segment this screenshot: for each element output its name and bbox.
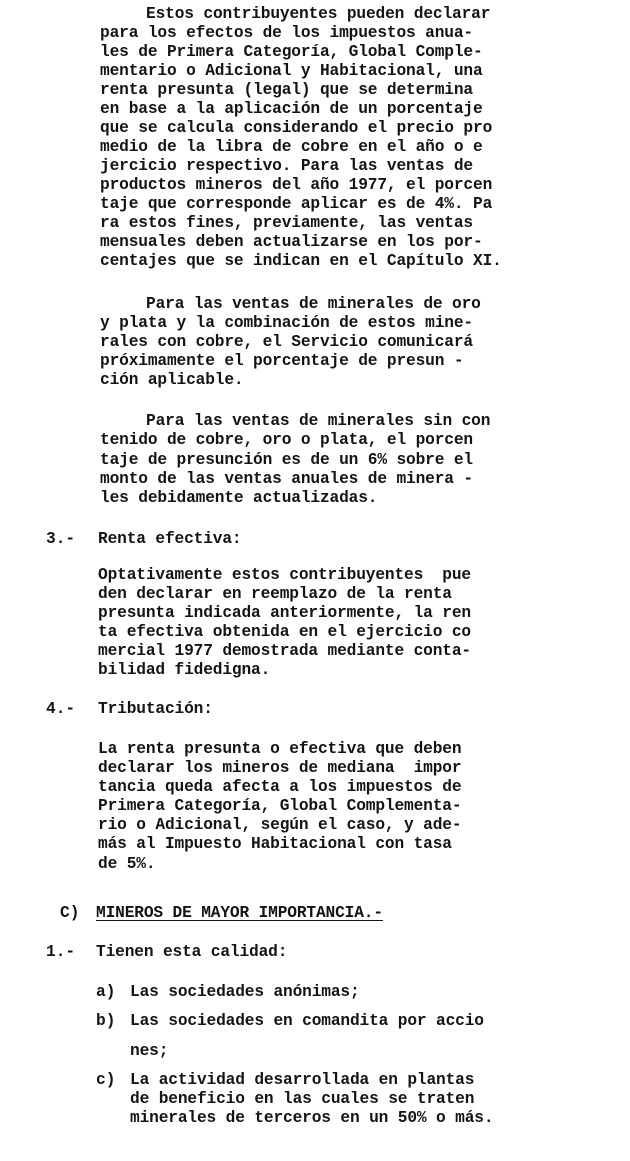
section-letter: C) <box>60 904 80 922</box>
para1-line: mentario o Adicional y Habitacional, una <box>100 62 483 80</box>
para1-line: jercicio respectivo. Para las ventas de <box>100 157 473 175</box>
item4-heading: Tributación: <box>98 700 213 718</box>
item4-line: de 5%. <box>98 855 156 873</box>
item4-line: más al Impuesto Habitacional con tasa <box>98 835 452 853</box>
item3-line: den declarar en reemplazo de la renta <box>98 585 452 603</box>
item3-line: Optativamente estos contribuyentes pue <box>98 566 471 584</box>
item4-line: La renta presunta o efectiva que deben <box>98 740 462 758</box>
item4-line: Primera Categoría, Global Complementa- <box>98 797 462 815</box>
para2-line: Para las ventas de minerales de oro <box>146 295 481 313</box>
para1-line: ra estos fines, previamente, las ventas <box>100 214 473 232</box>
para1-line: mensuales deben actualizarse en los por- <box>100 233 483 251</box>
item3-line: mercial 1977 demostrada mediante conta- <box>98 642 471 660</box>
subitem-b-text: nes; <box>130 1042 169 1060</box>
item4-line: rio o Adicional, según el caso, y ade- <box>98 816 462 834</box>
item4-number: 4.- <box>46 700 76 718</box>
subitem-c-text: La actividad desarrollada en plantas <box>130 1071 475 1089</box>
para1-line: taje que corresponde aplicar es de 4%. Pa <box>100 195 493 213</box>
para3-line: monto de las ventas anuales de minera - <box>100 470 473 488</box>
item1-heading: Tienen esta calidad: <box>96 943 288 961</box>
para2-line: y plata y la combinación de estos mine- <box>100 314 473 332</box>
para3-line: les debidamente actualizadas. <box>100 489 378 507</box>
para2-line: próximamente el porcentaje de presun - <box>100 352 464 370</box>
subitem-c-text: de beneficio en las cuales se traten <box>130 1090 475 1108</box>
item4-line: tancia queda afecta a los impuestos de <box>98 778 462 796</box>
para1-line: renta presunta (legal) que se determina <box>100 81 473 99</box>
para1-line: Estos contribuyentes pueden declarar <box>146 5 491 23</box>
para1-line: que se calcula considerando el precio pro <box>100 119 493 137</box>
subitem-b-letter: b) <box>96 1012 116 1030</box>
section-title: MINEROS DE MAYOR IMPORTANCIA.- <box>96 904 383 922</box>
para2-line: ción aplicable. <box>100 371 244 389</box>
subitem-b-text: Las sociedades en comandita por accio <box>130 1012 484 1030</box>
subitem-c-letter: c) <box>96 1071 116 1089</box>
para1-line: para los efectos de los impuestos anua- <box>100 24 473 42</box>
para1-line: centajes que se indican en el Capítulo XI. <box>100 252 502 270</box>
para1-line: medio de la libra de cobre en el año o e <box>100 138 483 156</box>
subitem-a-text: Las sociedades anónimas; <box>130 983 360 1001</box>
item1-number: 1.- <box>46 943 76 961</box>
item3-line: presunta indicada anteriormente, la ren <box>98 604 471 622</box>
para1-line: les de Primera Categoría, Global Comple- <box>100 43 483 61</box>
item3-line: bilidad fidedigna. <box>98 661 271 679</box>
para3-line: Para las ventas de minerales sin con <box>146 412 491 430</box>
para2-line: rales con cobre, el Servicio comunicará <box>100 333 473 351</box>
subitem-a-letter: a) <box>96 983 116 1001</box>
item3-heading: Renta efectiva: <box>98 530 242 548</box>
item3-number: 3.- <box>46 530 76 548</box>
subitem-c-text: minerales de terceros en un 50% o más. <box>130 1109 494 1127</box>
item4-line: declarar los mineros de mediana impor <box>98 759 462 777</box>
para1-line: productos mineros del año 1977, el porcen <box>100 176 493 194</box>
para1-line: en base a la aplicación de un porcentaje <box>100 100 483 118</box>
para3-line: tenido de cobre, oro o plata, el porcen <box>100 431 473 449</box>
para3-line: taje de presunción es de un 6% sobre el <box>100 451 473 469</box>
item3-line: ta efectiva obtenida en el ejercicio co <box>98 623 471 641</box>
